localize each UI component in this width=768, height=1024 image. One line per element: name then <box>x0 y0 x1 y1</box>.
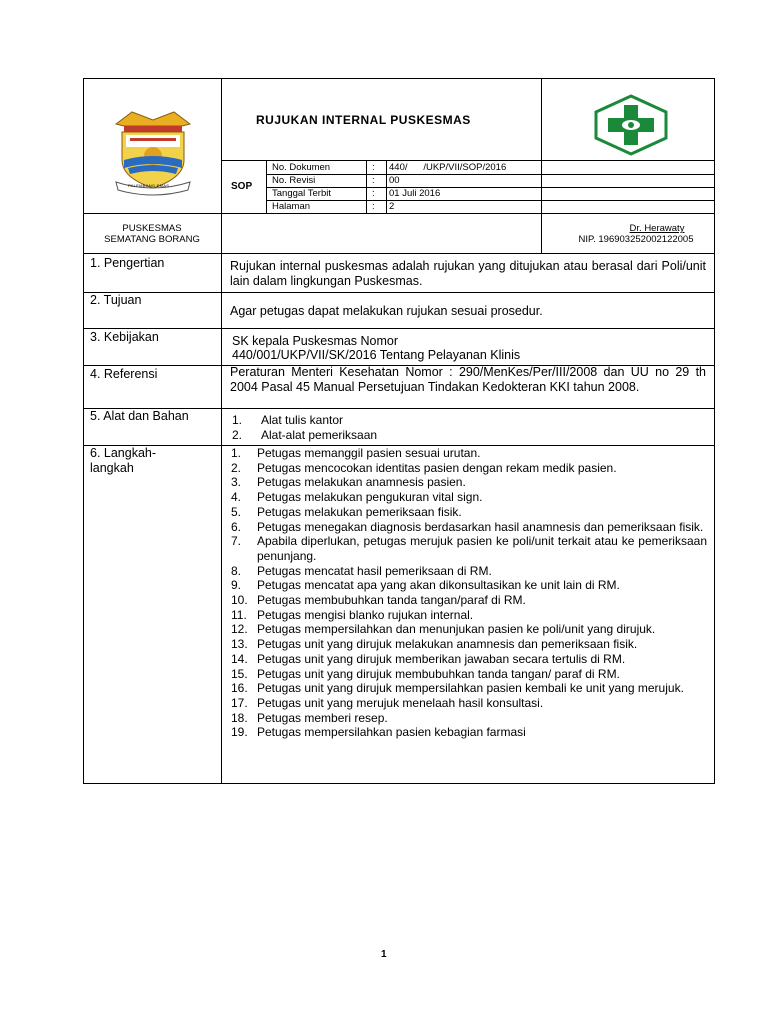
step-number: 11. <box>231 607 247 622</box>
step-text: Petugas mencatat apa yang akan dikonsultasikan ke unit lain di RM. <box>257 578 620 593</box>
logo-ribbon-text: PALEMBANG EMAS <box>128 183 170 188</box>
step-item <box>229 725 707 740</box>
org-name-line2: SEMATANG BORANG <box>104 234 200 245</box>
step-text: Apabila diperlukan, petugas merujuk pasien ke poli/unit terkait atau ke pemeriksaan penunjang. <box>257 534 707 563</box>
step-text: Petugas mencocokan identitas pasien dengan rekam medik pasien. <box>257 460 617 475</box>
step-item <box>229 637 707 652</box>
doc-grid-row1 <box>266 174 715 175</box>
step-number: 3. <box>231 475 242 490</box>
step-text: Petugas melakukan pengukuran vital sign. <box>257 490 483 505</box>
page-label: Halaman <box>272 201 311 212</box>
alat-item-1-text: Alat tulis kantor <box>261 413 344 427</box>
page-sep: : <box>372 201 375 212</box>
kebijakan-label: 3. Kebijakan <box>90 330 159 344</box>
step-number: 5. <box>231 504 242 519</box>
signer-name: Dr. Herawaty <box>629 223 685 234</box>
step-text: Petugas membubuhkan tanda tangan/paraf di RM. <box>257 593 526 608</box>
header-bottom-line <box>83 253 715 254</box>
step-text: Petugas mempersilahkan dan menunjukan pasien ke poli/unit yang dirujuk. <box>257 622 656 637</box>
step-item <box>229 667 707 682</box>
step-item <box>229 475 707 490</box>
step-text: Petugas mencatat hasil pemeriksaan di RM. <box>257 563 492 578</box>
step-number: 7. <box>231 534 242 549</box>
sop-label: SOP <box>231 181 253 192</box>
step-text: Petugas unit yang dirujuk membubuhkan tanda tangan/ paraf di RM. <box>257 666 620 681</box>
issue-date-label: Tanggal Terbit <box>272 188 331 199</box>
step-item <box>229 652 707 667</box>
step-number: 2. <box>231 460 242 475</box>
pengertian-label: 1. Pengertian <box>90 256 165 270</box>
title-bottom-line <box>221 160 715 161</box>
step-item <box>229 534 707 563</box>
step-text: Petugas unit yang dirujuk memberikan jawaban secara tertulis di RM. <box>257 651 626 666</box>
revision-value: 00 <box>389 175 400 186</box>
step-number: 12. <box>231 622 248 637</box>
step-text: Petugas memanggil pasien sesuai urutan. <box>257 446 481 460</box>
page-title: RUJUKAN INTERNAL PUSKESMAS <box>256 113 471 127</box>
step-text: Petugas melakukan anamnesis pasien. <box>257 475 466 490</box>
steps-list <box>229 446 707 740</box>
step-item <box>229 461 707 476</box>
step-item <box>229 622 707 637</box>
step-text: Petugas unit yang dirujuk mempersilahkan pasien kembali ke unit yang merujuk. <box>257 681 684 696</box>
doc-number-value: 440/ /UKP/VII/SOP/2016 <box>389 162 507 173</box>
step-number: 14. <box>231 651 248 666</box>
step-number: 18. <box>231 710 248 725</box>
step-text: Petugas unit yang merujuk menelaah hasil konsultasi. <box>257 695 544 710</box>
step-number: 6. <box>231 519 242 534</box>
step-item <box>229 578 707 593</box>
doc-grid-row2 <box>266 187 715 188</box>
step-text: Petugas menegakan diagnosis berdasarkan hasil anamnesis dan pemeriksaan fisik. <box>257 519 704 534</box>
step-item <box>229 608 707 623</box>
step-text: Petugas unit yang dirujuk melakukan anamnesis dan pemeriksaan fisik. <box>257 637 638 652</box>
step-item <box>229 681 707 696</box>
tujuan-text: Agar petugas dapat melakukan rujukan sesuai prosedur. <box>230 304 543 318</box>
step-number: 4. <box>231 490 242 505</box>
header-divider-left <box>221 78 222 253</box>
step-number: 19. <box>231 725 248 740</box>
issue-date-value: 01 Juli 2016 <box>389 188 441 199</box>
step-number: 16. <box>231 681 248 696</box>
doc-number-sep: : <box>372 162 375 173</box>
doc-number-label: No. Dokumen <box>272 162 331 173</box>
alat-label: 5. Alat dan Bahan <box>90 409 189 423</box>
step-number: 1. <box>231 446 242 460</box>
issue-date-sep: : <box>372 188 375 199</box>
step-item <box>229 564 707 579</box>
alat-item-2-number: 2. <box>232 428 243 442</box>
page-number: 1 <box>381 949 387 960</box>
org-name-line1: PUSKESMAS <box>122 223 182 234</box>
step-item <box>229 696 707 711</box>
doc-grid-row3 <box>266 200 715 201</box>
alat-item-2-text: Alat-alat pemeriksaan <box>261 428 378 442</box>
alat-item-1 <box>232 413 344 427</box>
org-name <box>83 223 221 245</box>
body-column-divider <box>221 253 222 784</box>
step-item <box>229 490 707 505</box>
kebijakan-line2: 440/001/UKP/VII/SK/2016 Tentang Pelayanan Klinis <box>232 348 521 362</box>
langkah-label-line2: langkah <box>90 460 134 475</box>
pengertian-text: Rujukan internal puskesmas adalah rujukan yang ditujukan atau berasal dari Poli/unit lain dalam lingkungan Puskesmas. <box>230 259 706 288</box>
step-text: Petugas mempersilahkan pasien kebagian farmasi <box>257 725 526 740</box>
step-number: 13. <box>231 637 248 652</box>
revision-label: No. Revisi <box>272 175 316 186</box>
step-item <box>229 446 707 461</box>
kebijakan-line1: SK kepala Puskesmas Nomor <box>232 334 399 348</box>
alat-item-1-number: 1. <box>232 413 243 427</box>
referensi-text: Peraturan Menteri Kesehatan Nomor : 290/MenKes/Per/III/2008 dan UU no 29 th 2004 Pasal 45 Manual Persetujuan Tindakan Kedokteran KKI tahun 2008. <box>230 365 706 394</box>
row-line-1 <box>83 292 715 293</box>
page-value: 2 <box>389 201 395 212</box>
referensi-label: 4. Referensi <box>90 367 158 381</box>
step-text: Petugas memberi resep. <box>257 710 388 725</box>
step-text: Petugas melakukan pemeriksaan fisik. <box>257 504 462 519</box>
step-item <box>229 505 707 520</box>
step-item <box>229 711 707 726</box>
tujuan-label: 2. Tujuan <box>90 293 142 307</box>
signer <box>541 223 715 245</box>
signer-nip: NIP. 196903252002122005 <box>578 234 694 245</box>
revision-sep: : <box>372 175 375 186</box>
city-emblem-logo <box>110 108 196 196</box>
step-number: 15. <box>231 666 248 681</box>
step-number: 10. <box>231 593 248 608</box>
puskesmas-logo <box>586 92 676 158</box>
step-text: Petugas mengisi blanko rujukan internal. <box>257 607 474 622</box>
langkah-label-line1: 6. Langkah- <box>90 446 157 460</box>
alat-item-2 <box>232 428 378 442</box>
step-number: 9. <box>231 578 242 593</box>
step-number: 8. <box>231 563 242 578</box>
step-number: 17. <box>231 695 248 710</box>
langkah-label <box>90 446 156 475</box>
step-item <box>229 593 707 608</box>
header-row-line <box>83 213 715 214</box>
step-item <box>229 520 707 535</box>
row-line-2 <box>83 328 715 329</box>
